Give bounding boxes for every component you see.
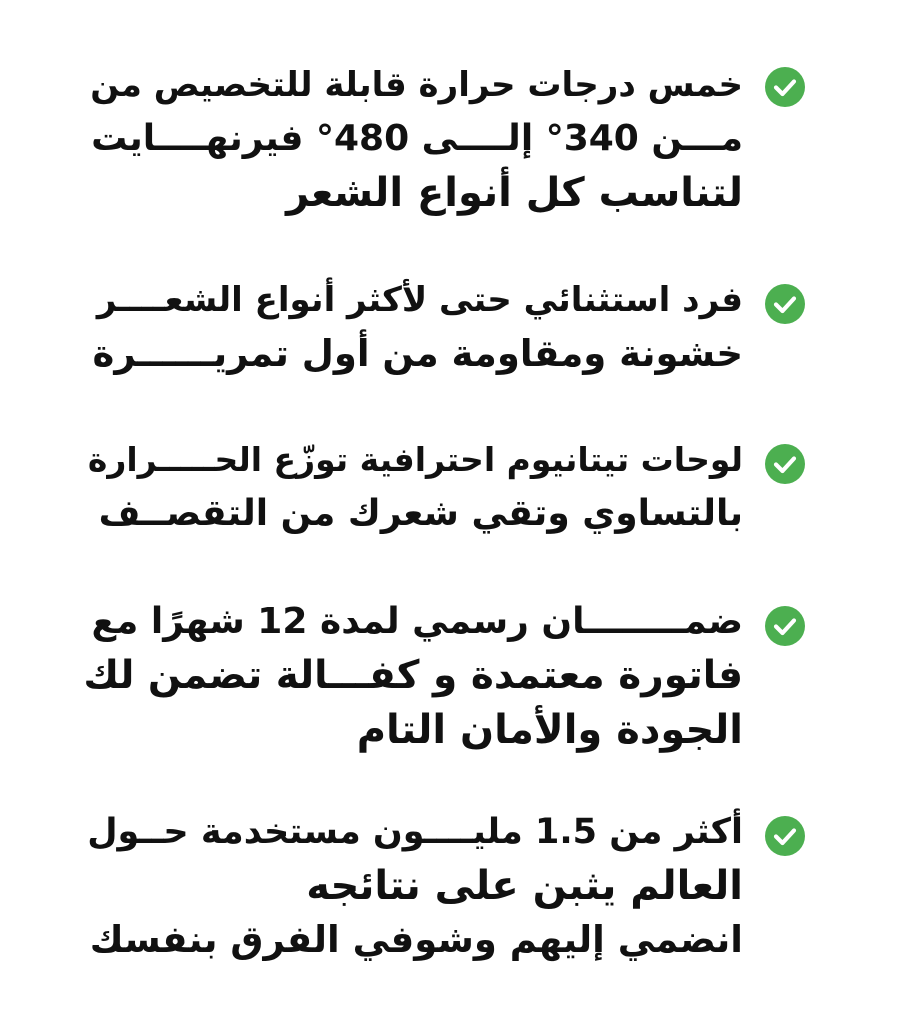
feature-line: مـــن 340° إلــــى 480° فيرنهــــايت [91,118,743,159]
feature-line: فاتورة معتمدة و كفـــالة تضمن لك [83,653,743,698]
check-circle-icon [764,283,806,325]
check-circle-icon [764,605,806,647]
feature-line: العالم يثبن على نتائجه [306,863,743,909]
feature-line: أكثر من 1.5 مليــــون مستخدمة حــول [87,812,743,852]
feature-line: خشونة ومقاومة من أول تمريــــــرة [92,332,743,375]
feature-line: ضمــــــــان رسمي لمدة 12 شهرًا مع [91,601,743,642]
check-circle-icon [764,815,806,857]
feature-text [83,805,743,967]
feature-text [83,433,743,541]
feature-line: بالتساوي وتقي شعرك من التقصــف [98,493,743,534]
check-circle-icon [764,443,806,485]
check-circle-icon [764,66,806,108]
feature-line: فرد استثنائي حتى لأكثر أنواع الشعــــر [96,280,743,320]
feature-line: انضمي إليهم وشوفي الفرق بنفسك [89,918,743,961]
feature-line: لتناسب كل أنواع الشعر [286,170,743,216]
feature-line: خمس درجات حرارة قابلة للتخصيص من [90,65,743,105]
feature-text [83,595,743,757]
feature-text [83,273,743,381]
feature-line: لوحات تيتانيوم احترافية توزّع الحـــــرارة [87,440,743,479]
feature-line: الجودة والأمان التام [356,707,743,753]
feature-text [83,58,743,220]
